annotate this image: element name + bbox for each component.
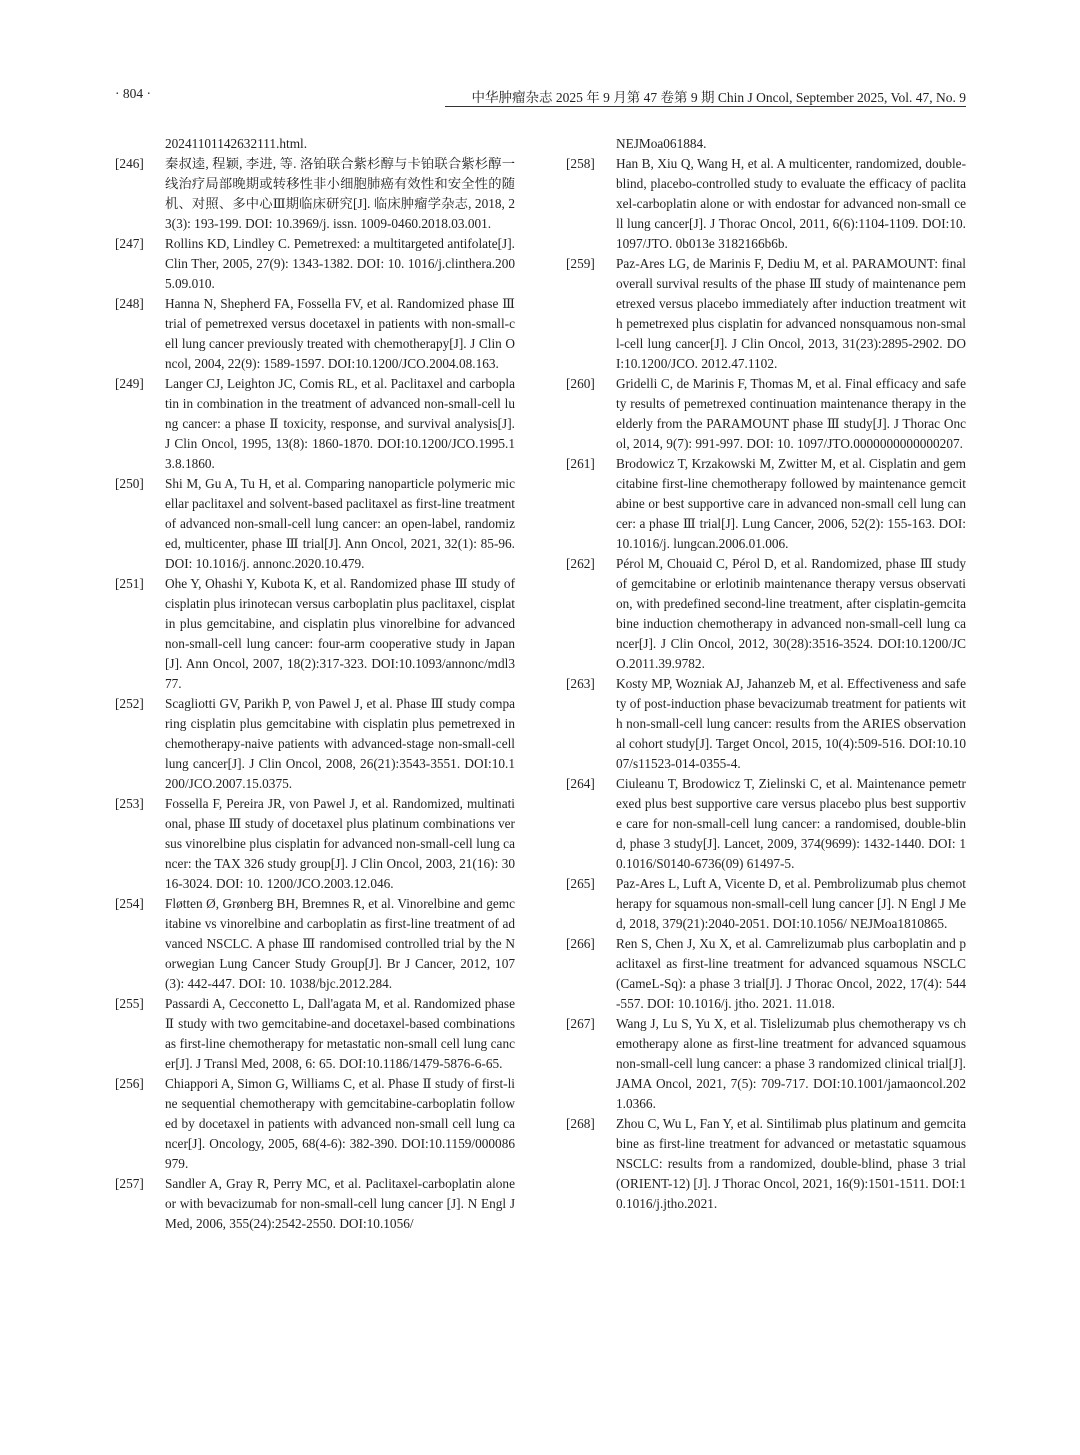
reference-text: Brodowicz T, Krzakowski M, Zwitter M, et al. Cisplatin and gemcitabine first-line chemotherapy followed by maintenance gemcitabine or best supportive care in advanced non-small cell lung cancer: a phase Ⅲ trial[J]. Lung Cancer, 2006, 52(2): 155-163. DOI: 10.1016/j. lungcan.2006.01.006. [616,456,966,551]
reference-number: [268] [566,1116,595,1131]
reference-number: [262] [566,556,595,571]
reference-entry [566,874,966,934]
reference-text: Hanna N, Shepherd FA, Fossella FV, et al. Randomized phase Ⅲ trial of pemetrexed versus docetaxel in patients with non-small-cell lung cancer previously treated with chemotherapy[J]. J Clin Oncol, 2004, 22(9): 1589-1597. DOI:10.1200/JCO.2004.08.163. [165,296,515,371]
reference-number: [260] [566,376,595,391]
reference-entry [115,234,515,294]
reference-entry [115,574,515,694]
reference-entry [115,154,515,234]
reference-text: Fløtten Ø, Grønberg BH, Bremnes R, et al. Vinorelbine and gemcitabine vs vinorelbine and carboplatin as first-line treatment of advanced NSCLC. A phase Ⅲ randomised controlled trial by the Norwegian Lung Cancer Study Group[J]. Br J Cancer, 2012, 107(3): 442-447. DOI: 10. 1038/bjc.2012.284. [165,896,515,991]
reference-number: [246] [115,156,144,171]
reference-number: [248] [115,296,144,311]
reference-text: Pérol M, Chouaid C, Pérol D, et al. Randomized, phase Ⅲ study of gemcitabine or erlotinib maintenance therapy versus observation, with predefined second-line treatment, after cisplatin-gemcitabine induction chemotherapy in advanced non-small-cell lung cancer[J]. J Clin Oncol, 2012, 30(28):3516-3524. DOI:10.1200/JCO.2011.39.9782. [616,556,966,671]
reference-text: 秦叔逵, 程颖, 李进, 等. 洛铂联合紫杉醇与卡铂联合紫杉醇一线治疗局部晚期或转移性非小细胞肺癌有效性和安全性的随机、对照、多中心Ⅲ期临床研究[J]. 临床肿瘤学杂志, 2018, 23(3): 193-199. DOI: 10.3969/j. issn. 1009-0460.2018.03.001. [165,156,515,231]
reference-entry [566,154,966,254]
reference-entry [115,1074,515,1174]
reference-number: [264] [566,776,595,791]
reference-text: Fossella F, Pereira JR, von Pawel J, et al. Randomized, multinational, phase Ⅲ study of docetaxel plus platinum combinations versus vinorelbine plus cisplatin for advanced non-small-cell lung cancer: the TAX 326 study group[J]. J Clin Oncol, 2003, 21(16): 3016-3024. DOI: 10. 1200/JCO.2003.12.046. [165,796,515,891]
reference-text: Chiappori A, Simon G, Williams C, et al. Phase Ⅱ study of first-line sequential chemotherapy with gemcitabine-carboplatin followed by docetaxel in patients with advanced non-small cell lung cancer[J]. Oncology, 2005, 68(4-6): 382-390. DOI:10.1159/000086979. [165,1076,515,1171]
reference-entry [115,994,515,1074]
reference-number: [253] [115,796,144,811]
reference-number: [247] [115,236,144,251]
reference-entry [115,374,515,474]
reference-text: Ciuleanu T, Brodowicz T, Zielinski C, et al. Maintenance pemetrexed plus best supportive care versus placebo plus best supportive care for non-small-cell lung cancer: a randomised, double-blind, phase 3 study[J]. Lancet, 2009, 374(9699): 1432-1440. DOI: 10.1016/S0140-6736(09) 61497-5. [616,776,966,871]
reference-text: Paz-Ares L, Luft A, Vicente D, et al. Pembrolizumab plus chemotherapy for squamous non-small-cell lung cancer [J]. N Engl J Med, 2018, 379(21):2040-2051. DOI:10.1056/ NEJMoa1810865. [616,876,966,931]
reference-number: [252] [115,696,144,711]
reference-number: [261] [566,456,595,471]
running-header [115,86,966,110]
reference-number: [254] [115,896,144,911]
reference-entry [566,774,966,874]
reference-entry [566,454,966,554]
reference-text: Sandler A, Gray R, Perry MC, et al. Paclitaxel-carboplatin alone or with bevacizumab for non-small-cell lung cancer [J]. N Engl J Med, 2006, 355(24):2542-2550. DOI:10.1056/ [165,1176,515,1231]
reference-entry [115,294,515,374]
reference-text: Ohe Y, Ohashi Y, Kubota K, et al. Randomized phase Ⅲ study of cisplatin plus irinotecan versus carboplatin plus paclitaxel, cisplatin plus gemcitabine, and cisplatin plus vinorelbine for advanced non-small-cell lung cancer: four-arm cooperative study in Japan[J]. Ann Oncol, 2007, 18(2):317-323. DOI:10.1093/annonc/mdl377. [165,576,515,691]
reference-text: Ren S, Chen J, Xu X, et al. Camrelizumab plus carboplatin and paclitaxel as first-line treatment for advanced squamous NSCLC (CameL-Sq): a phase 3 trial[J]. J Thorac Oncol, 2022, 17(4): 544-557. DOI: 10.1016/j. jtho. 2021. 11.018. [616,936,966,1011]
reference-entry [566,254,966,374]
reference-text: Gridelli C, de Marinis F, Thomas M, et al. Final efficacy and safety results of pemetrexed continuation maintenance therapy in the elderly from the PARAMOUNT phase Ⅲ study[J]. J Thorac Oncol, 2014, 9(7): 991-997. DOI: 10. 1097/JTO.0000000000000207. [616,376,966,451]
continuation-text: NEJMoa061884. [616,136,707,151]
right-column [566,134,966,1214]
reference-text: Paz-Ares LG, de Marinis F, Dediu M, et al. PARAMOUNT: final overall survival results of the phase Ⅲ study of maintenance pemetrexed versus placebo immediately after induction treatment with pemetrexed plus cisplatin for advanced nonsquamous non-small-cell lung cancer[J]. J Clin Oncol, 2013, 31(23):2895-2902. DOI:10.1200/JCO. 2012.47.1102. [616,256,966,371]
reference-entry [566,674,966,774]
reference-entry [566,554,966,674]
reference-entry [566,374,966,454]
left-column [115,134,515,1234]
reference-number: [267] [566,1016,595,1031]
reference-entry [566,1114,966,1214]
reference-number: [256] [115,1076,144,1091]
page-number: · 804 · [115,86,151,101]
continuation-text: 20241101142632111.html. [165,136,308,151]
reference-number: [255] [115,996,144,1011]
reference-entry [566,1014,966,1114]
reference-entry [115,794,515,894]
reference-entry [115,474,515,574]
journal-info: 中华肿瘤杂志 2025 年 9 月第 47 卷第 9 期 Chin J Oncol, September 2025, Vol. 47, No. 9 [471,90,966,105]
reference-text: Langer CJ, Leighton JC, Comis RL, et al. Paclitaxel and carboplatin in combination in the treatment of advanced non-small-cell lung cancer: a phase Ⅱ toxicity, response, and survival analysis[J]. J Clin Oncol, 1995, 13(8): 1860-1870. DOI:10.1200/JCO.1995.13.8.1860. [165,376,515,471]
reference-number: [258] [566,156,595,171]
reference-text: Scagliotti GV, Parikh P, von Pawel J, et al. Phase Ⅲ study comparing cisplatin plus gemcitabine with cisplatin plus pemetrexed in chemotherapy-naive patients with advanced-stage non-small-cell lung cancer[J]. J Clin Oncol, 2008, 26(21):3543-3551. DOI:10.1200/JCO.2007.15.0375. [165,696,515,791]
reference-number: [263] [566,676,595,691]
reference-text: Zhou C, Wu L, Fan Y, et al. Sintilimab plus platinum and gemcitabine as first-line treatment for advanced or metastatic squamous NSCLC: results from a randomized, double-blind, phase 3 trial (ORIENT-12) [J]. J Thorac Oncol, 2021, 16(9):1501-1511. DOI:10.1016/j.jtho.2021. [616,1116,966,1211]
reference-text: Passardi A, Cecconetto L, Dall'agata M, et al. Randomized phase Ⅱ study with two gemcitabine-and docetaxel-based combinations as first-line chemotherapy for metastatic non-small cell lung cancer[J]. J Transl Med, 2008, 6: 65. DOI:10.1186/1479-5876-6-65. [165,996,515,1071]
reference-text: Han B, Xiu Q, Wang H, et al. A multicenter, randomized, double-blind, placebo-controlled study to evaluate the efficacy of paclitaxel-carboplatin alone or with endostar for advanced non-small cell lung cancer[J]. J Thorac Oncol, 2011, 6(6):1104-1109. DOI:10.1097/JTO. 0b013e 3182166b6b. [616,156,966,251]
reference-number: [265] [566,876,595,891]
reference-entry [566,934,966,1014]
reference-number: [259] [566,256,595,271]
reference-text: Shi M, Gu A, Tu H, et al. Comparing nanoparticle polymeric micellar paclitaxel and solvent-based paclitaxel as first-line treatment of advanced non-small-cell lung cancer: an open-label, randomized, multicenter, phase Ⅲ trial[J]. Ann Oncol, 2021, 32(1): 85-96. DOI: 10.1016/j. annonc.2020.10.479. [165,476,515,571]
reference-entry [115,694,515,794]
reference-number: [251] [115,576,144,591]
reference-number: [249] [115,376,144,391]
header-rule [445,106,966,107]
reference-number: [257] [115,1176,144,1191]
reference-text: Wang J, Lu S, Yu X, et al. Tislelizumab plus chemotherapy vs chemotherapy alone as first-line treatment for advanced squamous non-small-cell lung cancer: a phase 3 randomized clinical trial[J]. JAMA Oncol, 2021, 7(5): 709-717. DOI:10.1001/jamaoncol.2021.0366. [616,1016,966,1111]
reference-text: Rollins KD, Lindley C. Pemetrexed: a multitargeted antifolate[J]. Clin Ther, 2005, 27(9): 1343-1382. DOI: 10. 1016/j.clinthera.2005.09.010. [165,236,515,291]
reference-text: Kosty MP, Wozniak AJ, Jahanzeb M, et al. Effectiveness and safety of post-induction phase bevacizumab treatment for patients with non-small-cell lung cancer: results from the ARIES observational cohort study[J]. Target Oncol, 2015, 10(4):509-516. DOI:10.1007/s11523-014-0355-4. [616,676,966,771]
reference-entry [115,1174,515,1234]
reference-number: [266] [566,936,595,951]
reference-number: [250] [115,476,144,491]
reference-entry [115,894,515,994]
